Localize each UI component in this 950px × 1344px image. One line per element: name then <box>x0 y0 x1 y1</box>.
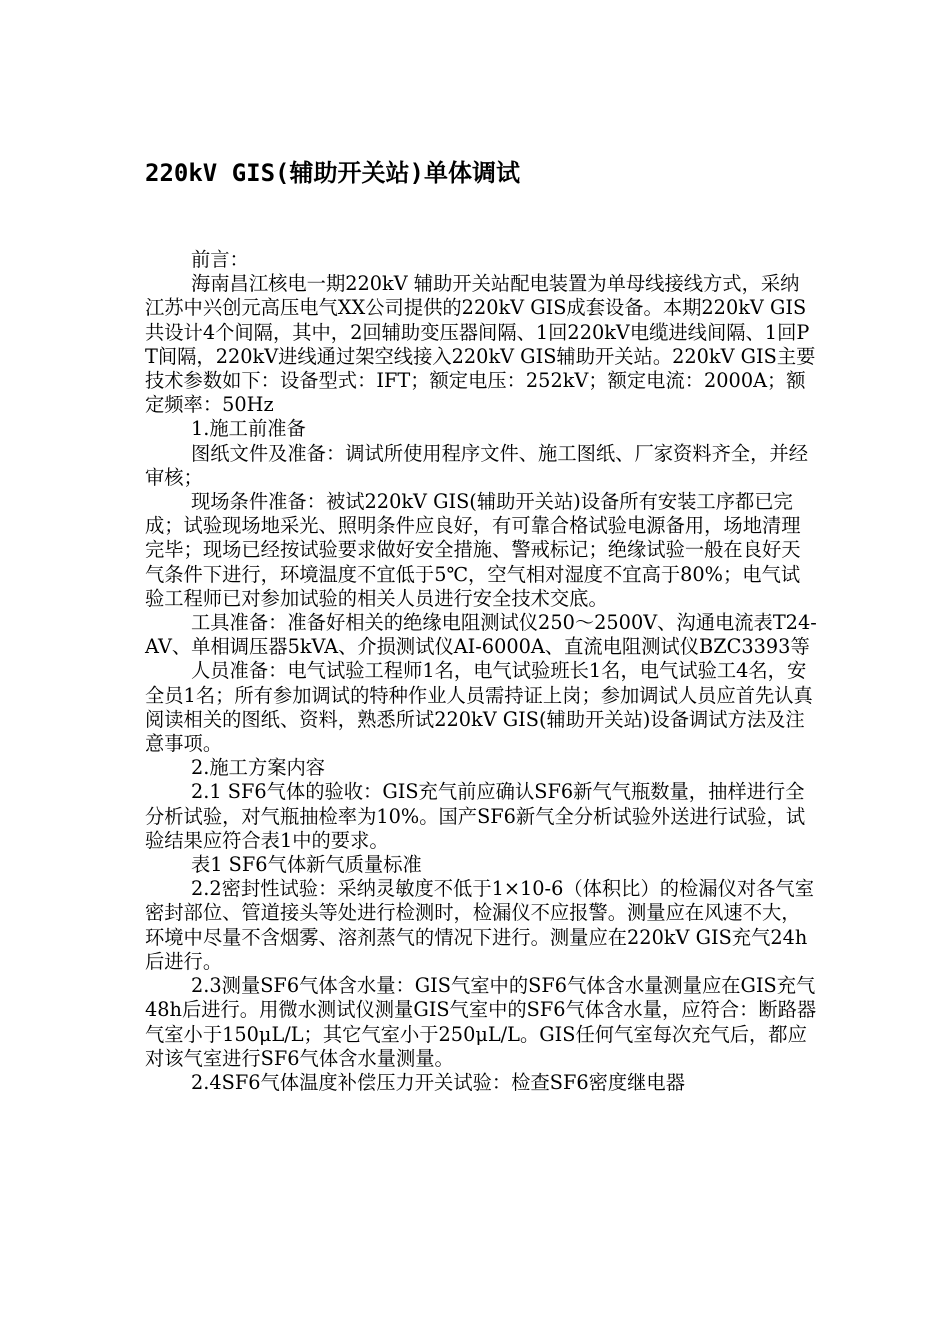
sf6-acceptance-paragraph: 2.1 SF6气体的验收：GIS充气前应确认SF6新气气瓶数量，抽样进行全分析试验，对气瓶抽检率为10%。国产SF6新气全分析试验外送进行试验，试验结果应符合表1中的要求。 <box>145 780 806 852</box>
pressure-switch-paragraph: 2.4SF6气体温度补偿压力开关试验：检查SF6密度继电器 <box>191 1070 685 1094</box>
moisture-test-paragraph: 2.3测量SF6气体含水量：GIS气室中的SF6气体含水量测量应在GIS充气48h后进行。用微水测试仪测量GIS气室中的SF6气体含水量，应符合：断路器气室小于150μL/L；其它气室小于250μL/L。GIS任何气室每次充气后，都应对该气室进行SF6气体含水量测量。 <box>145 974 817 1070</box>
table-caption: 表1 SF6气体新气质量标准 <box>191 853 422 877</box>
preface-paragraph: 海南昌江核电一期220kV 辅助开关站配电装置为单母线接线方式，采纳江苏中兴创元高压电气XX公司提供的220kV GIS成套设备。本期220kV GIS共设计4个间隔，其中，2回辅助变压器间隔、1回220kV电缆进线间隔、1回PT间隔，220kV进线通过架空线接入220kV GIS辅助开关站。220kV GIS主要技术参数如下：设备型式：IFT；额定电压：252kV；额定电流：2000A；额定频率：50Hz <box>145 272 816 417</box>
personnel-preparation-paragraph: 人员准备：电气试验工程师1名，电气试验班长1名，电气试验工4名，安全员1名；所有参加调试的特种作业人员需持证上岗；参加调试人员应首先认真阅读相关的图纸、资料，熟悉所试220kV GIS(辅助开关站)设备调试方法及注意事项。 <box>145 659 813 756</box>
site-conditions-paragraph: 现场条件准备：被试220kV GIS(辅助开关站)设备所有安装工序都已完成；试验现场地采光、照明条件应良好，有可靠合格试验电源备用，场地清理完毕；现场已经按试验要求做好安全措施、警戒标记；绝缘试验一般在良好天气条件下进行，环境温度不宜低于5℃，空气相对湿度不宜高于80%；电气试验工程师已对参加试验的相关人员进行安全技术交底。 <box>145 490 801 610</box>
document-body <box>145 248 817 1095</box>
document-title: 220kV GIS(辅助开关站)单体调试 <box>145 159 520 187</box>
sealing-test-paragraph: 2.2密封性试验：采纳灵敏度不低于1×10-6（体积比）的检漏仪对各气室密封部位、管道接头等处进行检测时，检漏仪不应报警。测量应在风速不大，环境中尽量不含烟雾、溶剂蒸气的情况下进行。测量应在220kV GIS充气24h后进行。 <box>145 877 814 973</box>
tools-preparation-paragraph: 工具准备：准备好相关的绝缘电阻测试仪250～2500V、沟通电流表T24-AV、单相调压器5kVA、介损测试仪AI-6000A、直流电阻测试仪BZC3393等 <box>145 611 817 659</box>
drawings-preparation-paragraph: 图纸文件及准备：调试所使用程序文件、施工图纸、厂家资料齐全，并经审核； <box>145 441 808 489</box>
section-heading-plan: 2.施工方案内容 <box>191 756 326 780</box>
section-heading-preparation: 1.施工前准备 <box>191 417 306 441</box>
preface-heading: 前言： <box>191 248 249 271</box>
